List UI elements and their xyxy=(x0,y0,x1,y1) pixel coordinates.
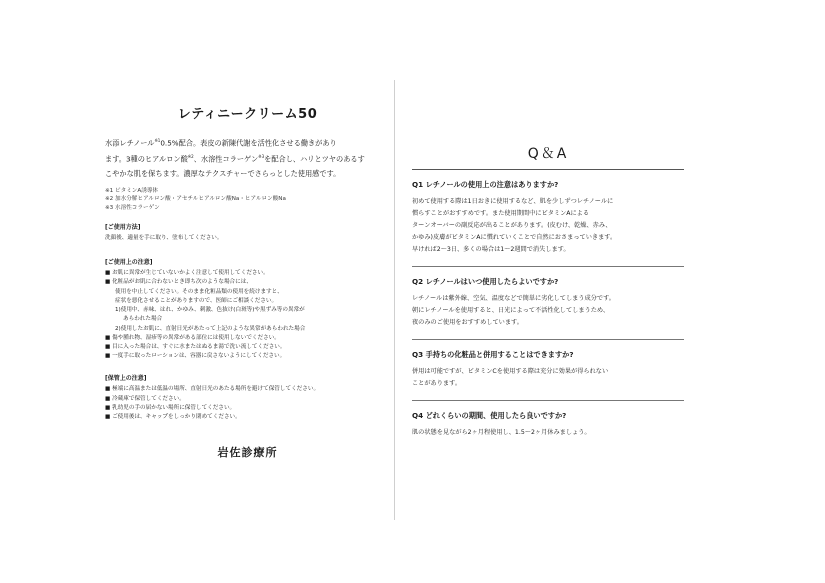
usage-text: 洗顔後、適量を手に取り、塗布してください。 xyxy=(105,235,223,242)
product-title: レティニークリーム50 xyxy=(177,107,318,122)
answer-line: 早ければ2〜3日、多くの場合は1〜2週間で消失します。 xyxy=(412,246,570,253)
intro-line-3: こやかな肌を保ちます。濃厚なテクスチャーでさらっとした使用感です。 xyxy=(105,168,341,178)
footnote-mark: ※3 xyxy=(258,154,265,160)
answer-line: かゆみ)皮膚がビタミンAに慣れていくことで自然におさまっていきます。 xyxy=(412,234,617,241)
storage-heading: [保管上の注意] xyxy=(105,375,147,383)
storage-item: ■ 乳幼児の手の届かない場所に保管してください。 xyxy=(105,404,236,411)
footnote-mark: ※1 xyxy=(154,138,161,143)
clinic-name: 岩佐診療所 xyxy=(217,446,278,460)
qa-item xyxy=(412,267,684,340)
storage-item: ■ 冷蔵庫で保管してください。 xyxy=(105,395,185,402)
answer-line: 併用は可能ですが、ビタミンCを使用する際は充分に効果が得られない xyxy=(412,368,609,375)
caution-list xyxy=(105,269,390,361)
answer-line: ターンオーバーの副反応が出ることがあります。(皮むけ、乾燥、赤み、 xyxy=(412,222,612,229)
answer-line: レチノールは紫外線、空気、温度などで簡単に劣化してしまう成分です。 xyxy=(412,295,615,302)
footnote: ※2 加水分解ヒアルロン酸・アセチルヒアルロン酸Na・ヒアルロン酸Na xyxy=(105,196,286,203)
storage-item: ■ 極端に高温または低温の場所、直射日光のあたる場所を避けて保管してください。 xyxy=(105,386,320,393)
storage-item: ■ ご使用後は、キャップをしっかり閉めてください。 xyxy=(105,413,241,420)
footnote: ※3 水溶性コラーゲン xyxy=(105,204,160,211)
intro-text: 0.5%配合。表皮の新陳代謝を活性化させる働きがあり xyxy=(160,138,337,148)
intro-line-2 xyxy=(105,150,390,166)
product-description xyxy=(105,134,390,181)
caution-item: 2)使用したお肌に、直射日光があたって上記のような異常があらわれた場合 xyxy=(115,325,306,332)
qa-title: Q＆A xyxy=(412,143,684,170)
qa-item xyxy=(412,340,684,401)
answer-line: 初めて使用する際は1日おきに使用するなど、肌を少しずつレチノールに xyxy=(412,198,614,205)
caution-heading: [ご使用上の注意] xyxy=(105,259,153,267)
question: Q3 手持ちの化粧品と併用することはできますか? xyxy=(412,350,574,359)
usage-heading: [ご使用方法] xyxy=(105,224,141,232)
storage-list xyxy=(105,385,390,422)
intro-text: 、水溶性コラーゲン xyxy=(193,154,259,164)
caution-item: 使用を中止してください。そのまま化粧品類の使用を続けますと、 xyxy=(115,288,283,295)
caution-item: 症状を悪化させることがありますので、医師にご相談ください。 xyxy=(115,297,278,304)
caution-item: ■ 傷や腫れ物、湿疹等の異常がある部位には使用しないでください。 xyxy=(105,334,280,341)
footnote-mark: ※2 xyxy=(187,154,194,160)
caution-item: 1)使用中、赤味、はれ、かゆみ、刺激、色抜け(白斑等)や黒ずみ等の異常が xyxy=(115,307,305,314)
qa-item xyxy=(412,170,684,267)
answer-line: 朝にレチノールを使用すると、日光によって不活性化してしまうため、 xyxy=(412,307,610,314)
caution-item: ■ 目に入った場合は、すぐに水またはぬるま湯で洗い流してください。 xyxy=(105,343,286,350)
caution-item: あらわれた場合 xyxy=(123,316,163,323)
footnote: ※1 ビタミンA誘導体 xyxy=(105,187,159,194)
caution-item: ■ お肌に異常が生じていないかよく注意して使用してください。 xyxy=(105,270,269,277)
answer-line: ことがあります。 xyxy=(412,380,462,387)
intro-text: ます。3種のヒアルロン酸 xyxy=(105,154,188,164)
product-info-page xyxy=(105,75,390,460)
answer-line: 夜のみのご使用をおすすめしています。 xyxy=(412,319,523,326)
question: Q1 レチノールの使用上の注意はありますか? xyxy=(412,180,559,189)
question: Q4 どれくらいの期間、使用したら良いですか? xyxy=(412,411,567,420)
intro-text: を配合し、ハリとツヤのあるす xyxy=(264,154,365,164)
caution-item: ■ 一度手に取ったローションは、容器に戻さないようにしてください。 xyxy=(105,353,286,360)
qa-item xyxy=(412,401,684,449)
question: Q2 レチノールはいつ使用したらよいですか? xyxy=(412,277,559,286)
qa-page xyxy=(412,75,684,449)
answer-line: 肌の状態を見ながら2ヶ月程使用し、1.5〜2ヶ月休みましょう。 xyxy=(412,429,591,436)
answer-line: 慣らすことがおすすめです。また使用期間中にビタミンAによる xyxy=(412,210,590,217)
intro-line-1 xyxy=(105,134,390,150)
page-fold-line xyxy=(394,80,395,520)
intro-text: 水添レチノール xyxy=(105,138,155,148)
footnotes xyxy=(105,187,390,213)
caution-item: ■ 化粧品がお肌に合わないとき即ち次のような場合には、 xyxy=(105,279,252,286)
